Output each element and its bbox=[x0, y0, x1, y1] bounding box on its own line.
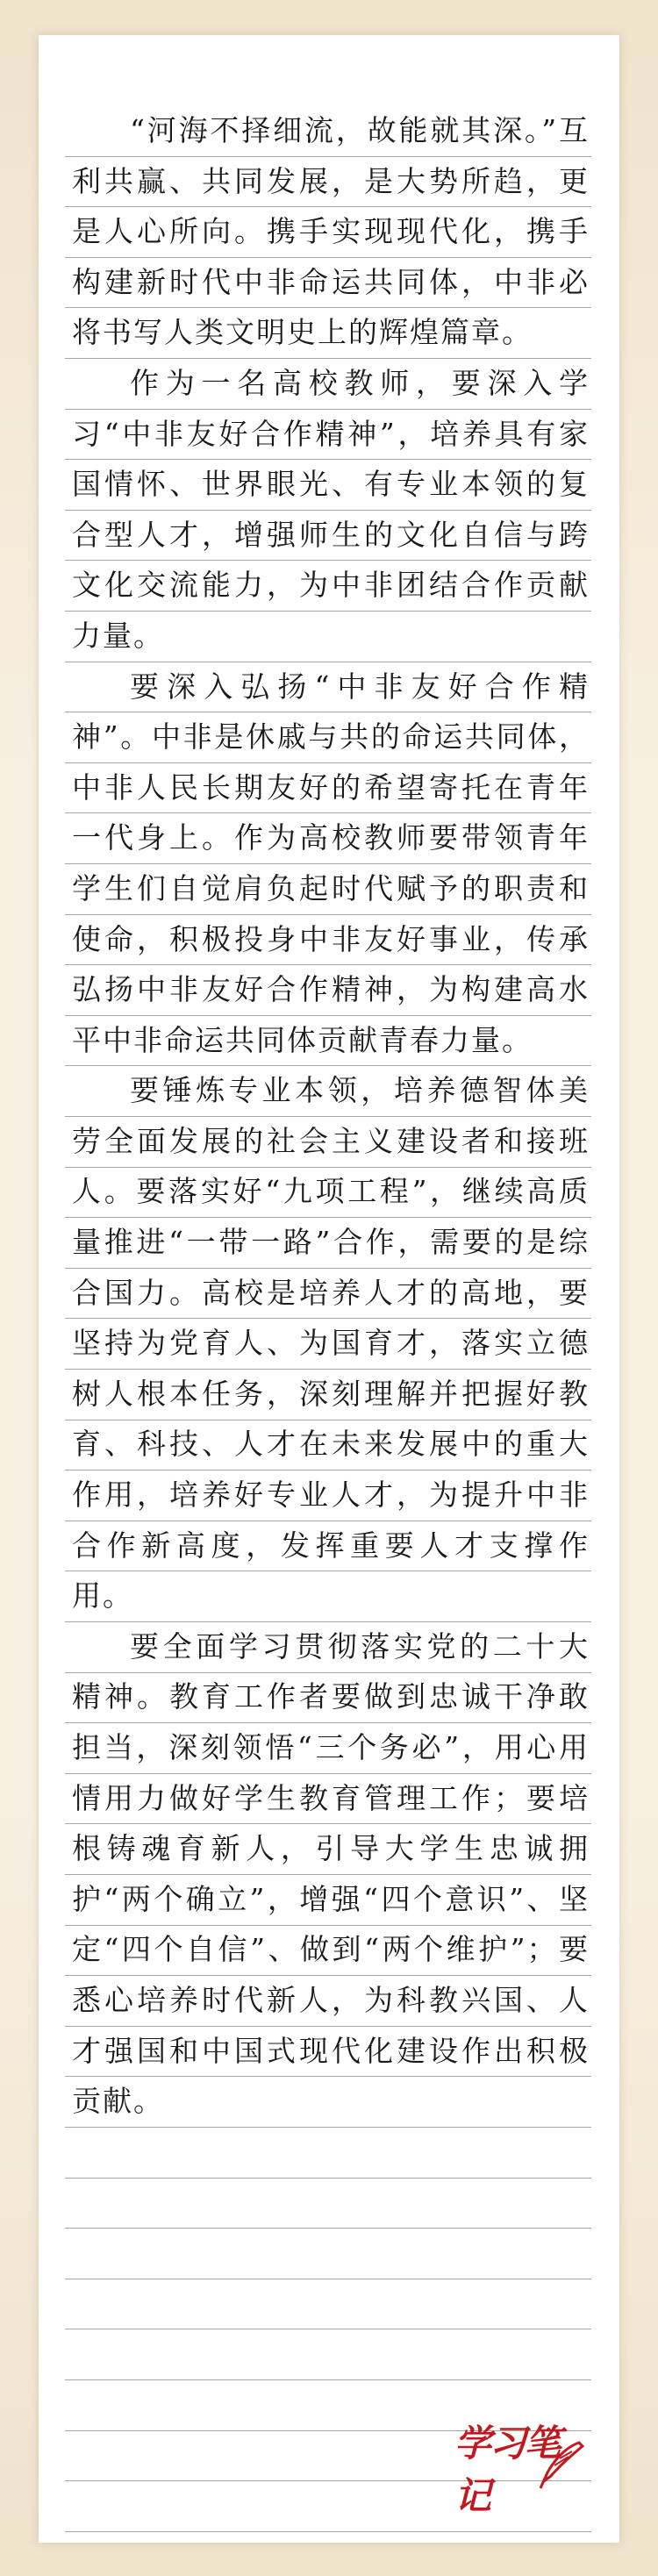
quill-pen-icon bbox=[533, 2439, 586, 2492]
study-notes-stamp bbox=[454, 2422, 586, 2527]
ruled-line bbox=[65, 2379, 591, 2380]
ruled-line bbox=[65, 2127, 591, 2128]
paragraph-3: 要深入弘扬“中非友好合作精神”。中非是休戚与共的命运共同体，中非人民长期友好的希望寄托在青年一代身上。作为高校教师要带领青年学生们自觉肩负起时代赋予的职责和使命，积极投身中非友好事业，传承弘扬中非友好合作精神，为构建高水平中非命运共同体贡献青春力量。 bbox=[72, 669, 590, 1057]
paragraph-5: 要全面学习贯彻落实党的二十大精神。教育工作者要做到忠诚干净敢担当，深刻领悟“三个务必”，用心用情用力做好学生教育管理工作；要培根铸魂育新人，引导大学生忠诚拥护“两个确立”，增强“四个意识”、坚定“四个自信”、做到“两个维护”；要悉心培养时代新人，为科教兴国、人才强国和中国式现代化建设作出积极贡献。 bbox=[72, 1628, 590, 2119]
ruled-paper bbox=[39, 35, 619, 2543]
stamp-text: 学习笔记 bbox=[454, 2422, 561, 2517]
paragraph-4: 要锤炼专业本领，培养德智体美劳全面发展的社会主义建设者和接班人。要落实好“九项工程”，继续高质量推进“一带一路”合作，需要的是综合国力。高校是培养人才的高地，要坚持为党育人、为国育才，落实立德树人根本任务，深刻理解并把握好教育、科技、人才在未来发展中的重大作用，培养好专业人才，为提升中非合作新高度，发挥重要人才支撑作用。 bbox=[72, 1073, 590, 1614]
paragraph-1: “河海不择细流，故能就其深。”互利共赢、共同发展，是大势所趋，更是人心所向。携手实现现代化，携手构建新时代中非命运共同体，中非必将书写人类文明史上的辉煌篇章。 bbox=[72, 113, 590, 350]
ruled-line bbox=[65, 2531, 591, 2532]
ruled-line bbox=[65, 2178, 591, 2179]
essay-body bbox=[72, 105, 590, 2127]
paragraph-2: 作为一名高校教师，要深入学习“中非友好合作精神”，培养具有家国情怀、世界眼光、有专业本领的复合型人才，增强师生的文化自信与跨文化交流能力，为中非团结合作贡献力量。 bbox=[72, 365, 590, 653]
ruled-line bbox=[65, 2228, 591, 2229]
